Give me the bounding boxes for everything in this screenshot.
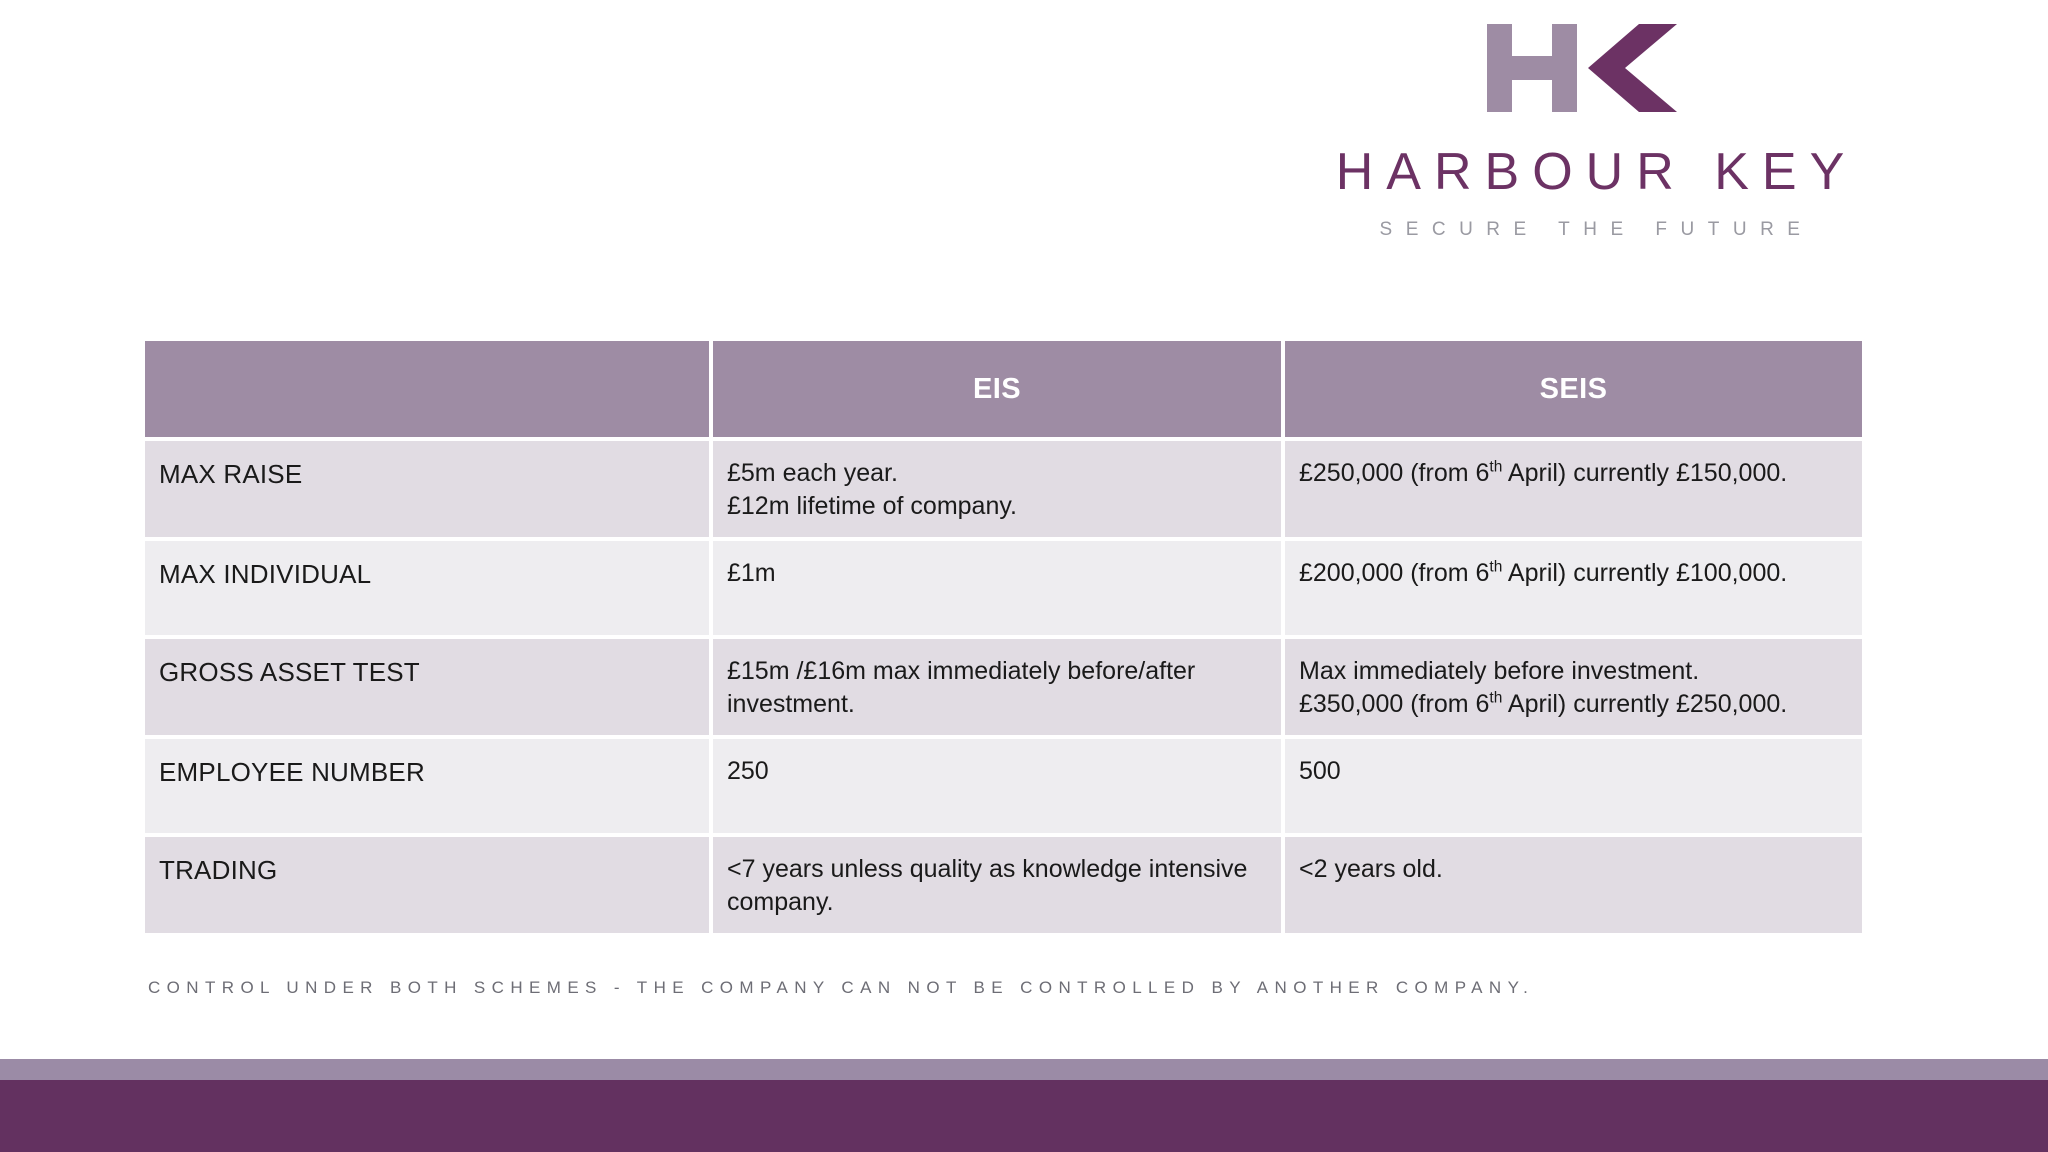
row-seis-text (1285, 837, 1862, 900)
row-eis-text (713, 541, 1281, 604)
footer-note: CONTROL UNDER BOTH SCHEMES - THE COMPANY CAN NOT BE CONTROLLED BY ANOTHER COMPANY. (148, 978, 1535, 997)
row-eis-line: investment. (727, 690, 855, 718)
row-eis-line: £5m each year. (727, 459, 898, 487)
ordinal-suffix: th (1489, 558, 1503, 576)
row-label-text: EMPLOYEE NUMBER (159, 757, 425, 787)
row-eis-cell (713, 441, 1285, 541)
row-seis-text (1285, 441, 1862, 504)
table-row (145, 739, 1862, 837)
column-header-label (145, 341, 713, 441)
row-label-text: TRADING (159, 855, 278, 885)
row-label-text: MAX RAISE (159, 459, 303, 489)
seis-amount-post: April) currently £150,000. (1502, 459, 1788, 487)
row-eis-cell (713, 541, 1285, 639)
seis-amount-pre: £350,000 (from 6 (1299, 690, 1490, 718)
hk-monogram-icon (1310, 18, 1870, 118)
row-eis-line: £1m (727, 559, 776, 587)
eis-seis-comparison-table (145, 341, 1862, 933)
seis-amount-post: April) currently £250,000. (1502, 690, 1788, 718)
seis-amount-pre: £250,000 (from 6 (1299, 459, 1490, 487)
row-seis-line: 500 (1299, 757, 1341, 785)
row-label-text: MAX INDIVIDUAL (159, 559, 372, 589)
seis-amount-post: April) currently £100,000. (1502, 559, 1788, 587)
table-row (145, 639, 1862, 739)
row-seis-line (1299, 688, 1848, 721)
row-eis-text (713, 441, 1281, 537)
column-header-eis: EIS (713, 341, 1285, 441)
row-eis-line: £12m lifetime of company. (727, 492, 1017, 520)
row-label-cell (145, 639, 713, 739)
footer-band (0, 1080, 2048, 1152)
row-seis-line (1299, 557, 1848, 590)
row-label-cell (145, 739, 713, 837)
row-eis-cell (713, 837, 1285, 933)
ordinal-suffix: th (1489, 689, 1503, 707)
table-row (145, 441, 1862, 541)
row-eis-line: 250 (727, 757, 769, 785)
row-seis-text (1285, 739, 1862, 802)
brand-wordmark: HARBOUR KEY (1335, 143, 1858, 201)
row-seis-line: <2 years old. (1299, 855, 1443, 883)
table-header-row (145, 341, 1862, 441)
row-seis-cell (1285, 739, 1862, 837)
row-label-cell (145, 837, 713, 933)
column-header-seis: SEIS (1285, 341, 1862, 441)
row-label-cell (145, 541, 713, 639)
row-eis-line: £15m /£16m max immediately before/after (727, 657, 1196, 685)
row-seis-text (1285, 639, 1862, 735)
row-eis-cell (713, 739, 1285, 837)
row-eis-text (713, 837, 1281, 933)
row-seis-line (1299, 457, 1848, 490)
row-label-text: GROSS ASSET TEST (159, 657, 420, 687)
table-body (145, 441, 1862, 933)
brand-tagline: SECURE THE FUTURE (1379, 219, 1814, 240)
table-row (145, 541, 1862, 639)
row-eis-cell (713, 639, 1285, 739)
table-row (145, 837, 1862, 933)
seis-amount-pre: £200,000 (from 6 (1299, 559, 1490, 587)
row-seis-text (1285, 541, 1862, 604)
row-eis-line: <7 years unless quality as knowledge intensive (727, 855, 1248, 883)
ordinal-suffix: th (1489, 458, 1503, 476)
row-seis-cell (1285, 639, 1862, 739)
row-seis-line: Max immediately before investment. (1299, 657, 1700, 685)
table-header (145, 341, 1862, 441)
row-label-cell (145, 441, 713, 541)
row-seis-cell (1285, 837, 1862, 933)
row-seis-cell (1285, 541, 1862, 639)
row-eis-text (713, 639, 1281, 735)
brand-logo (1310, 18, 1870, 239)
footer-stripe (0, 1059, 2048, 1080)
row-eis-line: company. (727, 888, 834, 916)
row-eis-text (713, 739, 1281, 802)
row-seis-cell (1285, 441, 1862, 541)
